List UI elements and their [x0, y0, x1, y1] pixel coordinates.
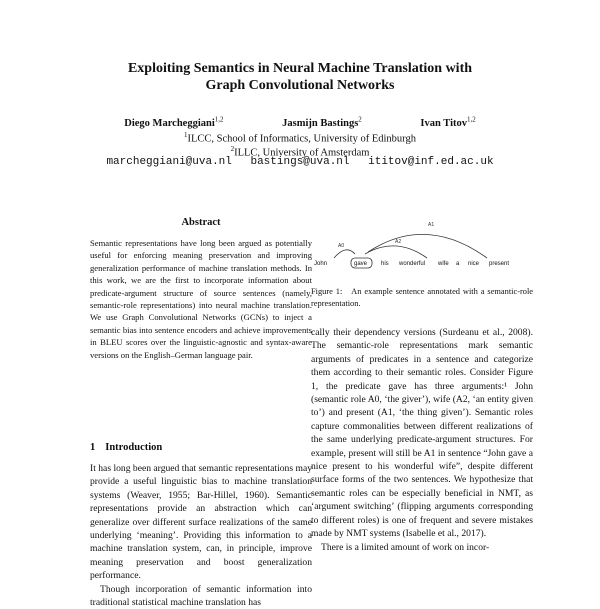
arc-label-a2: A2 [395, 239, 402, 245]
word: his [381, 261, 389, 267]
word: present [489, 261, 510, 267]
intro-paragraph: It has long been argued that semantic representations may provide a useful linguistic bias to machine translation systems (Weaver, 1955; Bar-Hillel, 1960). Semantic representations provide an abstraction which can generalize over different surface realizations of the same underlying ‘meaning’. Providing this information to a machine translation system, can, in principle, improve meaning preservation and boost generalization performance. [90, 463, 313, 582]
caption-label: Figure 1: [311, 287, 343, 296]
email[interactable]: marcheggiani@uva.nl [106, 156, 232, 168]
title-line-1: Exploiting Semantics in Neural Machine Translation with [127, 61, 473, 76]
body-paragraph: cally their dependency versions (Surdeanu et al., 2008). The semantic-role representations mark semantic arguments of predicates in a sentence and categorize them according to their semantic roles. Consider Figure 1, the predicate gave has three arguments:¹ John (semantic role A0, ‘the giver’), wife (A2, ‘an entity given to’) and present (A1, ‘the thing given’). Semantic roles capture commonalities between different realizations of the same underlying predicate-argument structures. For example, present will still be A1 in sentence “John gave a nice present to his wonderful wife”, despite different surface forms of the two sentences. We hypothesize that semantic roles can be especially beneficial in NMT, as ‘argument switching’ (flipping arguments corresponding to different roles) is one of frequent and severe mistakes made by NMT systems (Isabelle et al., 2017). [311, 327, 533, 540]
word: wife [438, 261, 449, 267]
email[interactable]: bastings@uva.nl [250, 156, 350, 168]
figure-1-srl-diagram [311, 214, 533, 272]
word-predicate: gave [354, 261, 368, 267]
word: a [456, 261, 460, 267]
arc-label-a1: A1 [428, 222, 435, 228]
intro-paragraph: Though incorporation of semantic information into traditional statistical machine translation has [90, 583, 312, 609]
word: nice [468, 261, 480, 267]
srl-diagram [311, 214, 533, 272]
right-column [311, 326, 533, 554]
email[interactable]: ititov@inf.ed.ac.uk [368, 156, 494, 168]
author: Diego Marcheggiani$^{1,2}$ [124, 115, 224, 129]
title-line-2: Graph Convolutional Networks [205, 78, 395, 93]
word: John [314, 261, 328, 267]
author: Jasmijn Bastings$^2$ [282, 115, 362, 129]
affiliation: $^2$ILLC, University of Amsterdam [230, 145, 370, 159]
arc-label-a0: A0 [338, 243, 345, 249]
affiliation: $^1$ILCC, School of Informatics, University of Edinburgh [184, 131, 416, 145]
intro-column [90, 462, 312, 609]
section-number: 1 [90, 442, 96, 453]
figure-caption [311, 286, 533, 310]
section-title: Introduction [105, 442, 163, 453]
email-list [0, 156, 600, 168]
author: Ivan Titov$^{1,2}$ [420, 115, 476, 129]
arc-a0 [334, 250, 355, 258]
section-heading [90, 442, 162, 453]
abstract-text: Semantic representations have long been argued as potentially useful for enforcing meaning preservation and improving generalization performance of machine translation methods. In this work, we are the first to incorporate information about predicate-argument structure of source sentences (namely, semantic-role representations) into neural machine translation. We use Graph Convolutional Networks (GCNs) to inject a semantic bias into sentence encoders and achieve improvements in BLEU scores over the linguistic-agnostic and syntax-aware versions on the English–German language pair. [90, 238, 312, 360]
body-paragraph: There is a limited amount of work on incor- [321, 541, 490, 553]
caption-text: An example sentence annotated with a semantic-role representation. [311, 287, 534, 308]
abstract-heading: Abstract [181, 217, 221, 228]
word: wonderful [399, 261, 426, 267]
author-list [0, 115, 600, 129]
paper-title [0, 60, 600, 94]
